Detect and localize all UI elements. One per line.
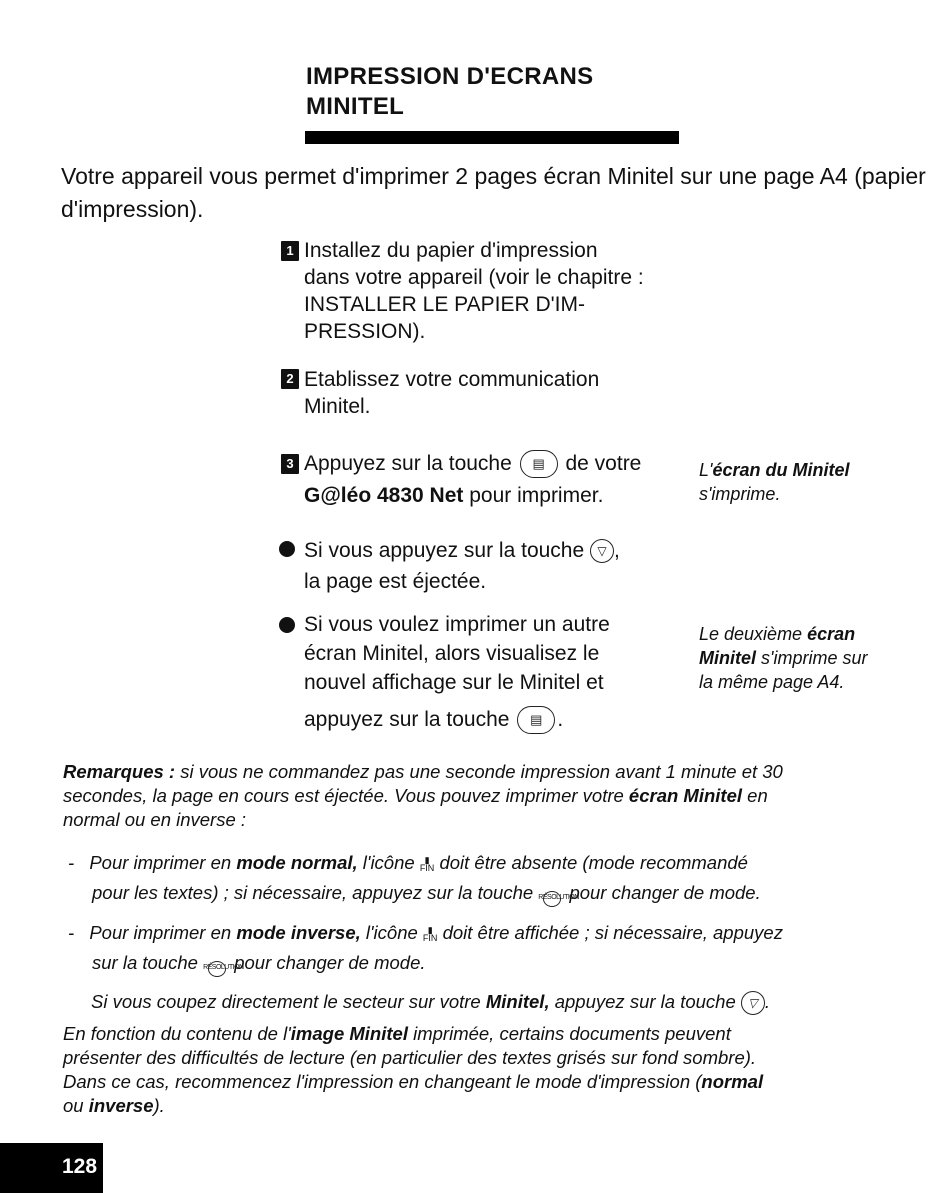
cut-bold: Minitel, bbox=[485, 991, 550, 1012]
page-title bbox=[306, 62, 593, 122]
side-note-1 bbox=[699, 458, 849, 506]
final-l1a: En fonction du contenu de l' bbox=[63, 1023, 291, 1044]
bullet-dot bbox=[279, 541, 295, 557]
step-3-text-a: Appuyez sur la touche bbox=[304, 452, 512, 475]
bullet-1-comma: , bbox=[614, 539, 620, 562]
bullet-1-line1: Si vous appuyez sur la touche bbox=[304, 539, 585, 562]
remarks-line2-end: en bbox=[747, 785, 768, 806]
final-l3-bold: normal bbox=[701, 1071, 764, 1092]
print-key-icon: ▤ bbox=[520, 450, 558, 478]
device-name: G@léo 4830 Net bbox=[304, 484, 464, 507]
bullet-2-last: appuyez sur la touche bbox=[304, 708, 510, 731]
step-3-text-b: de votre bbox=[565, 452, 642, 475]
step-1-line: PRESSION). bbox=[304, 320, 426, 343]
final-l4b: ). bbox=[153, 1095, 165, 1116]
step-1-line: dans votre appareil (voir le chapitre : bbox=[304, 266, 644, 289]
stop-key-icon: ▽ bbox=[590, 539, 614, 563]
bullet-1-text bbox=[304, 535, 620, 597]
final-l1b: imprimée, certains documents peuvent bbox=[413, 1023, 731, 1044]
fin-icon: ▮ FIN bbox=[422, 925, 438, 944]
step-2-line: Minitel. bbox=[304, 395, 371, 418]
final-l1-bold: image Minitel bbox=[290, 1023, 408, 1044]
bullet-1-line2: la page est éjectée. bbox=[304, 570, 487, 593]
final-l2: présenter des difficultés de lecture (en particulier des textes grisés sur fond sombre). bbox=[63, 1047, 757, 1068]
cut-b: appuyez sur la touche bbox=[554, 991, 736, 1012]
final-paragraph bbox=[63, 1022, 933, 1118]
intro-paragraph: Votre appareil vous permet d'imprimer 2 pages écran Minitel sur une page A4 (papier d'impression). bbox=[61, 163, 926, 222]
step-2-badge: 2 bbox=[281, 369, 299, 389]
bullet-2-line: écran Minitel, alors visualisez le bbox=[304, 642, 600, 665]
side-note-2-bold-b: Minitel bbox=[699, 648, 756, 668]
stop-key-icon: ▽ bbox=[741, 991, 765, 1015]
step-1-line: INSTALLER LE PAPIER D'IM- bbox=[304, 293, 585, 316]
title-line-1: IMPRESSION D'ECRANS bbox=[306, 63, 594, 90]
side-note-2-line3: la même page A4. bbox=[699, 672, 845, 692]
cut-end: . bbox=[764, 991, 771, 1012]
side-note-2 bbox=[699, 622, 867, 694]
step-3-badge: 3 bbox=[281, 454, 299, 474]
print-key-icon: ▤ bbox=[517, 706, 555, 734]
bullet-2-line: Si vous voulez imprimer un autre bbox=[304, 613, 610, 636]
step-2-text bbox=[304, 366, 599, 420]
normal-b: l'icône bbox=[362, 852, 415, 873]
remarks-bold: écran Minitel bbox=[628, 785, 743, 806]
page-number-tab bbox=[0, 1143, 103, 1193]
inverse-a: Pour imprimer en bbox=[89, 922, 232, 943]
resolution-key-icon: RÉSOLUTION bbox=[538, 883, 564, 905]
remarks-label: Remarques : bbox=[63, 761, 176, 782]
bullet-2-end: . bbox=[557, 708, 564, 731]
final-l3a: Dans ce cas, recommencez l'impression en changeant le mode d'impression ( bbox=[63, 1071, 702, 1092]
final-l4-bold: inverse bbox=[88, 1095, 154, 1116]
remarks-line2: secondes, la page en cours est éjectée. Vous pouvez imprimer votre bbox=[63, 785, 624, 806]
title-underline-bar bbox=[305, 131, 679, 144]
dash: - bbox=[68, 922, 75, 943]
normal-d: pour les textes) ; si nécessaire, appuyez sur la touche bbox=[92, 882, 534, 903]
inverse-e: pour changer de mode. bbox=[234, 952, 426, 973]
bullet-dot bbox=[279, 617, 295, 633]
inverse-bold: mode inverse, bbox=[236, 922, 361, 943]
side-note-2-bold-a: écran bbox=[807, 624, 856, 644]
side-note-1-line2: s'imprime. bbox=[699, 484, 781, 504]
step-1-line: Installez du papier d'impression bbox=[304, 239, 598, 262]
cut-a: Si vous coupez directement le secteur sur votre bbox=[91, 991, 481, 1012]
normal-mode-item bbox=[68, 848, 938, 908]
side-note-1-prefix: L' bbox=[699, 460, 713, 480]
step-2-line: Etablissez votre communication bbox=[304, 368, 600, 391]
inverse-d: sur la touche bbox=[92, 952, 198, 973]
step-1-text bbox=[304, 237, 644, 345]
fin-icon: ▮ FIN bbox=[419, 855, 435, 874]
bullet-2-line: nouvel affichage sur le Minitel et bbox=[304, 671, 604, 694]
step-3-text-c: pour imprimer. bbox=[469, 484, 604, 507]
cut-power-note bbox=[91, 990, 941, 1015]
dash: - bbox=[68, 852, 75, 873]
resolution-key-icon: RÉSOLUTION bbox=[203, 953, 229, 975]
page-number: 128 bbox=[62, 1155, 98, 1178]
inverse-b: l'icône bbox=[365, 922, 418, 943]
normal-c: doit être absente (mode recommandé bbox=[439, 852, 748, 873]
side-note-2-a: Le deuxième bbox=[699, 624, 803, 644]
remarks-line3: normal ou en inverse : bbox=[63, 809, 247, 830]
normal-e: pour changer de mode. bbox=[569, 882, 761, 903]
remarks-paragraph bbox=[63, 760, 933, 832]
side-note-1-bold: écran du Minitel bbox=[712, 460, 850, 480]
bullet-2-text bbox=[304, 610, 610, 734]
remarks-line1: si vous ne commandez pas une seconde impression avant 1 minute et 30 bbox=[180, 761, 783, 782]
step-1-badge: 1 bbox=[281, 241, 299, 261]
normal-a: Pour imprimer en bbox=[89, 852, 232, 873]
title-line-2: MINITEL bbox=[306, 93, 405, 120]
inverse-c: doit être affichée ; si nécessaire, appuyez bbox=[442, 922, 783, 943]
side-note-2-b: s'imprime sur bbox=[761, 648, 868, 668]
step-3-text bbox=[304, 448, 641, 512]
inverse-mode-item bbox=[68, 918, 938, 978]
final-l4a: ou bbox=[63, 1095, 84, 1116]
normal-bold: mode normal, bbox=[236, 852, 358, 873]
